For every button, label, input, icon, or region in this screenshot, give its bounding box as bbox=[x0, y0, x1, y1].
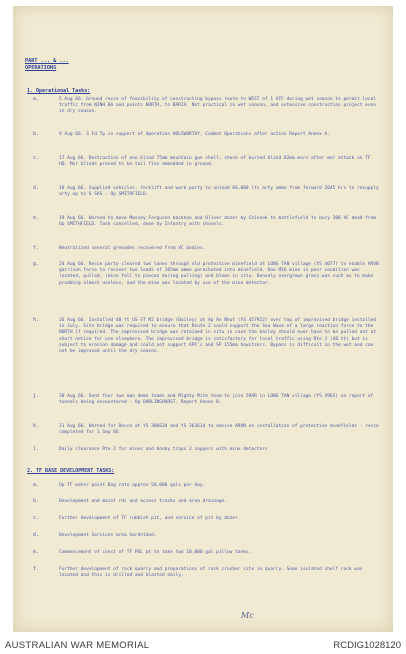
item-label: b. bbox=[33, 499, 39, 504]
item-text: 9 Aug 66. 3 Fd Tp in support of Operation HOLSWORTHY, Combat Operations after action Report Annex A. bbox=[59, 132, 330, 137]
item-text: Commencement of const of TF POL pt to take two 10,000 gal pillow tanks. bbox=[59, 550, 252, 555]
item-text: 24 Aug 66. Recce party cleared two lanes through old protective minefield at LONG TAN village (YS 4077) to enable ARVN garrison force to recover two loads of 105mm ammo parachuted into minefield. One M16 mine in poor condition was located, pulled, (mine fell to pieces during pulling) and blown in situ. Densely overgrown grass was such as to make prodding almost useless, and the mine was located by use of the mine detector. bbox=[59, 262, 379, 286]
item-label: a. bbox=[33, 483, 39, 488]
section-operational-tasks-title: 1. Operational Tasks: bbox=[27, 88, 91, 94]
item-label: a. bbox=[33, 97, 39, 102]
item-text: 30 Aug 66. Sent four two man demo teams and Mighty Mite team to join 5RAR in LONG TAN village (YS 4965) on report of tunnels being encountered - Op DARLINGHURST. Report Annex B. bbox=[59, 394, 374, 406]
item-label: e. bbox=[33, 550, 39, 555]
item-label: e. bbox=[33, 216, 39, 221]
document-page bbox=[13, 6, 393, 632]
institution-name: AUSTRALIAN WAR MEMORIAL bbox=[5, 640, 150, 651]
item-label: f. bbox=[33, 246, 39, 251]
archive-footer bbox=[0, 636, 406, 654]
item-text: 5 Aug 66. Ground recce of feasibility of constructing bypass route to WEST of 1 ATF during wet season to permit local traffic from NINH BA and points NORTH, to BARIA. Not practical in wet season, and extensive construction project even in dry season. bbox=[59, 97, 376, 115]
item-label: b. bbox=[33, 132, 39, 137]
item-text: Neutralized several grenades recovered from VC bodies. bbox=[59, 246, 206, 251]
item-label: g. bbox=[33, 262, 39, 267]
item-label: f. bbox=[33, 567, 39, 572]
item-text: Development Services area hardstand. bbox=[59, 533, 157, 538]
item-text: Development and maint rds and access tracks and area drainage. bbox=[59, 499, 227, 504]
item-label: d. bbox=[33, 533, 39, 538]
item-text: 26 Aug 66. Installed 40 ft US ST M2 bridge (Bailey) at Ap An Nhut (YS 457922) over top of improvised bridge installed in July. Site bridge was required to ensure that Route 2 could support the Sea Wave of a large reaction force to the NORTH if required. The improvised bridge was retained in situ in case the bailey should ever have to be pulled out at short notice for use elsewhere. The improvised bridge is satisfactory for local traffic using Rte 2 (40 tt) but is subject to erosion damage and could not support APC's and SP 155mm howitzers. Bypass is difficult in the wet and can not be improved until the dry season. bbox=[59, 318, 376, 355]
item-text: Further development of TF rubbish pit, and service of pit by dozer. bbox=[59, 516, 241, 521]
item-label: d. bbox=[33, 186, 39, 191]
item-label: c. bbox=[33, 156, 39, 161]
heading-line-2: OPERATIONS bbox=[25, 64, 57, 71]
item-label: c. bbox=[33, 516, 39, 521]
item-label: h. bbox=[33, 318, 39, 323]
item-text: Op TF water point Dog rate approx 50,000 gals per day. bbox=[59, 483, 206, 488]
heading-line-1: PART ... & ... bbox=[25, 58, 69, 64]
item-text: Daily clearance Rte 2 for mines and booby traps 2 sappers with mine detectors bbox=[59, 447, 268, 452]
page-heading bbox=[25, 58, 69, 71]
handwritten-initials: Mc bbox=[241, 611, 254, 620]
item-text: 19 Aug 66. Warned to move Massey Ferguson backhoe and Oliver dozer by Chinook to battlefield to bury 308 VC dead from Op SMITHFIELD. Task cancelled, done by Infantry with shovels. bbox=[59, 216, 376, 228]
item-text: 17 Aug 66. Destruction of one blind 75mm mountain gun shell, check of buried blind 82mm mors after mor attack on TF HQ. Mor blinds proved to be tail fins embedded in ground. bbox=[59, 156, 371, 168]
record-id: RCDIG1028120 bbox=[333, 640, 401, 651]
item-label: l. bbox=[33, 447, 39, 452]
item-text: 31 Aug 66. Warned for Recce at YS 386634 and YS 363614 to advise ARVN on installation of protective minefields - recce completed for 1 Sep 66. bbox=[59, 424, 379, 436]
section-base-development-title: 2. TF BASE DEVELOPMENT TASKS: bbox=[27, 468, 115, 474]
item-label: k. bbox=[33, 424, 39, 429]
item-text: 18 Aug 66. Supplied vehicles, forklift and work party to unload 66,000 lts arty ammo from forward 2045 hrs to resupply arty op to 6 SAS - Op SMITHFIELD. bbox=[59, 186, 379, 198]
item-label: j. bbox=[33, 394, 39, 399]
item-text: Further development of rock quarry and preparations of rock crusher site in quarry. Some isolated shelf rock was located and this is drilled and blasted daily. bbox=[59, 567, 363, 579]
